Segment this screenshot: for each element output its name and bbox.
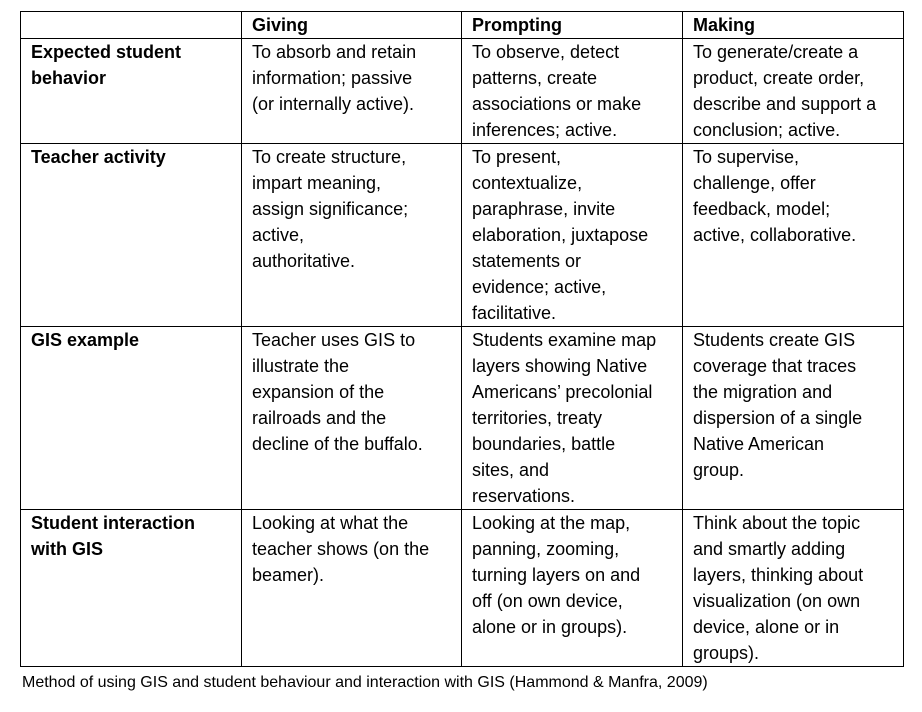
table-cell-giving: Looking at what the teacher shows (on the beamer). (242, 510, 462, 667)
table-cell-making: Students create GIS coverage that traces the migration and dispersion of a single Native American group. (683, 327, 904, 510)
table-cell-making: Think about the topic and smartly adding layers, thinking about visualization (on own device, alone or in groups). (683, 510, 904, 667)
table-cell-making: To generate/create a product, create order, describe and support a conclusion; active. (683, 39, 904, 144)
table-row-teacher-activity (21, 144, 904, 327)
table-cell-prompting: To observe, detect patterns, create associations or make inferences; active. (462, 39, 683, 144)
table-cell-giving: Teacher uses GIS to illustrate the expansion of the railroads and the decline of the buffalo. (242, 327, 462, 510)
table-cell-prompting: Students examine map layers showing Native Americans’ precolonial territories, treaty boundaries, battle sites, and reservations. (462, 327, 683, 510)
header-cell-giving: Giving (242, 12, 462, 39)
comparison-table (20, 11, 904, 667)
table-cell-making: To supervise, challenge, offer feedback, model; active, collaborative. (683, 144, 904, 327)
table-cell-giving: To create structure, impart meaning, assign significance; active, authoritative. (242, 144, 462, 327)
row-label: Teacher activity (21, 144, 242, 327)
table-cell-giving: To absorb and retain information; passive (or internally active). (242, 39, 462, 144)
table-caption: Method of using GIS and student behaviour and interaction with GIS (Hammond & Manfra, 2009) (22, 674, 708, 691)
table-row-expected-behavior (21, 39, 904, 144)
table-cell-prompting: Looking at the map, panning, zooming, turning layers on and off (on own device, alone or in groups). (462, 510, 683, 667)
table-cell-prompting: To present, contextualize, paraphrase, invite elaboration, juxtapose statements or evidence; active, facilitative. (462, 144, 683, 327)
header-cell-prompting: Prompting (462, 12, 683, 39)
table-row-student-interaction (21, 510, 904, 667)
header-cell-empty (21, 12, 242, 39)
table-row-gis-example (21, 327, 904, 510)
row-label: GIS example (21, 327, 242, 510)
row-label: Student interaction with GIS (21, 510, 242, 667)
row-label: Expected student behavior (21, 39, 242, 144)
header-row (21, 12, 904, 39)
header-cell-making: Making (683, 12, 904, 39)
